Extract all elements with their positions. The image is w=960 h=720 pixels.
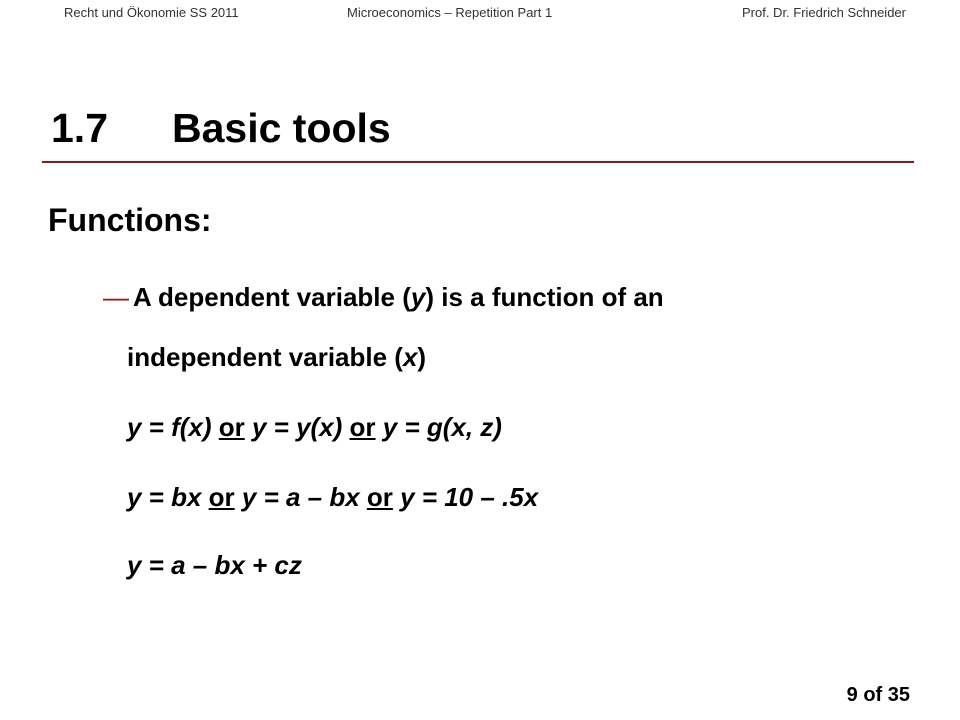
bullet-text-2: ) is a function of an — [425, 282, 664, 312]
header-lecture: Microeconomics – Repetition Part 1 — [347, 5, 553, 20]
page-number: 9 of 35 — [846, 684, 910, 706]
bullet-line-2 — [127, 342, 426, 373]
formula-2-part-a: y = bx — [127, 482, 209, 512]
formula-1-part-c: y = g(x, z) — [375, 412, 502, 442]
slide-title-text: Basic tools — [172, 105, 391, 151]
variable-x: x — [402, 342, 418, 372]
variable-y: y — [410, 282, 426, 312]
slide-title — [51, 100, 391, 156]
formula-1-part-b: y = y(x) — [244, 412, 350, 442]
header-author: Prof. Dr. Friedrich Schneider — [741, 5, 906, 20]
formula-line-2 — [127, 482, 538, 513]
formula-1-or-2: or — [349, 412, 376, 442]
bullet-text-4: ) — [417, 342, 427, 372]
section-heading: Functions: — [48, 202, 212, 238]
formula-2-part-b: y = a – bx — [234, 482, 367, 512]
bullet-dash: — — [103, 282, 129, 312]
header-course: Recht und Ökonomie SS 2011 — [64, 5, 239, 20]
formula-1-part-a: y = f(x) — [127, 412, 219, 442]
bullet-text-3: independent variable ( — [127, 342, 403, 372]
formula-line-3: y = a – bx + cz — [127, 550, 302, 580]
formula-1-or-1: or — [218, 412, 245, 442]
title-divider — [42, 161, 914, 163]
formula-2-or-1: or — [208, 482, 235, 512]
formula-2-part-c: y = 10 – .5x — [392, 482, 539, 512]
bullet-text-1: A dependent variable ( — [133, 282, 411, 312]
formula-line-1 — [127, 412, 502, 443]
formula-2-or-2: or — [366, 482, 393, 512]
bullet-line-1 — [103, 282, 664, 313]
slide-title-number: 1.7 — [51, 105, 108, 151]
